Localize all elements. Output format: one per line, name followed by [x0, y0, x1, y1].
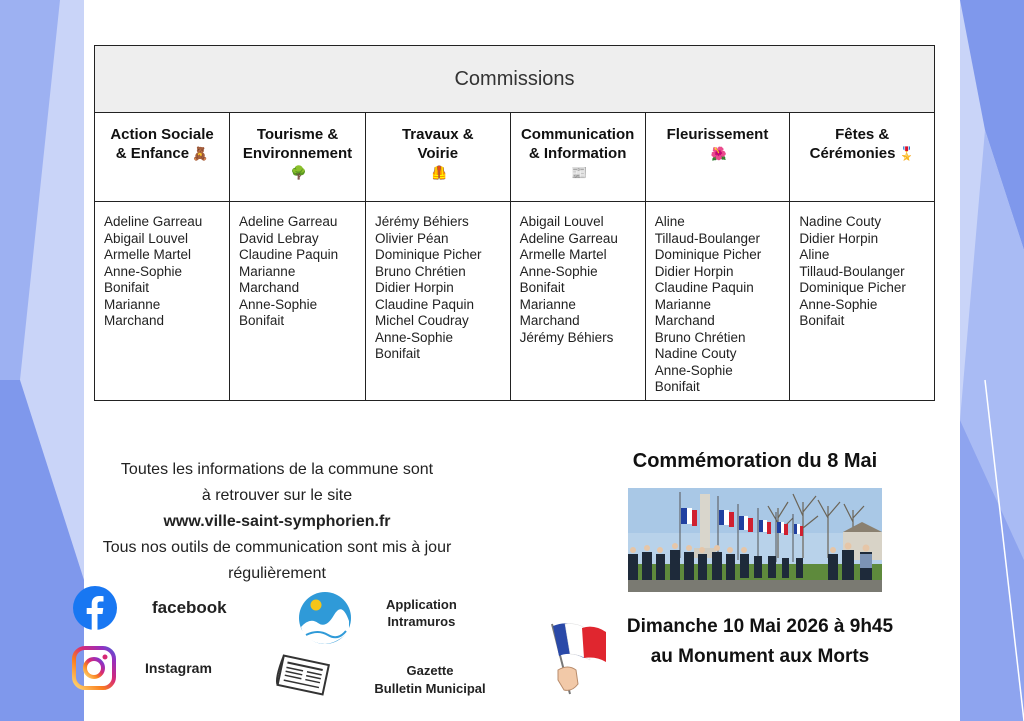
member-name: Bonifait	[799, 313, 845, 328]
member-name: Didier Horpin	[654, 263, 734, 279]
member-name: David Lebray	[239, 230, 319, 246]
newspaper-icon[interactable]	[272, 654, 334, 698]
member-name: Marianne	[654, 296, 711, 312]
facebook-icon[interactable]	[73, 586, 117, 630]
member-name: Claudine Paquin	[654, 280, 754, 295]
website-link[interactable]: www.ville-saint-symphorien.fr	[163, 513, 391, 530]
member-name: Dominique Picher	[654, 247, 762, 262]
member-name: Abigail Louvel	[104, 230, 189, 246]
intramuros-app-icon[interactable]	[298, 591, 352, 645]
member-name: Tillaud-Boulanger	[799, 263, 905, 279]
column-header-action-sociale: Action Sociale & Enfance 🧸	[95, 113, 230, 202]
member-name: Aline	[654, 214, 685, 229]
column-header-fetes: Fêtes & Cérémonies 🎖️	[790, 113, 935, 202]
member-name: Nadine Couty	[799, 214, 882, 229]
member-name: Jérémy Béhiers	[519, 329, 614, 345]
member-name: Anne-Sophie	[239, 296, 318, 312]
member-name: Bruno Chrétien	[654, 329, 746, 345]
column-header-travaux: Travaux & Voirie 🦺	[365, 113, 510, 202]
member-name: Marchand	[239, 280, 300, 295]
info-line: régulièrement	[228, 565, 326, 582]
member-name: Anne-Sophie	[799, 296, 878, 312]
member-name: Marchand	[104, 313, 165, 328]
member-name: Marianne	[519, 296, 576, 312]
event-title: Commémoration du 8 Mai	[632, 450, 878, 472]
column-header-fleurissement: Fleurissement 🌺	[645, 113, 790, 202]
safety-vest-icon: 🦺	[431, 165, 448, 180]
member-name: Bonifait	[104, 280, 150, 295]
member-name: Marianne	[239, 263, 296, 279]
column-header-tourisme: Tourisme & Environnement 🌳	[230, 113, 366, 202]
member-name: Olivier Péan	[374, 230, 449, 246]
member-name: Adeline Garreau	[239, 214, 338, 229]
member-name: Claudine Paquin	[374, 296, 475, 312]
member-name: Didier Horpin	[374, 280, 454, 295]
member-name: Anne-Sophie	[104, 263, 183, 279]
member-name: Michel Coudray	[374, 313, 469, 328]
member-name: Armelle Martel	[519, 247, 607, 262]
member-name: Bonifait	[239, 313, 285, 328]
member-name: Tillaud-Boulanger	[654, 230, 760, 246]
info-line: Toutes les informations de la commune sont	[120, 461, 434, 478]
gazette-label[interactable]: Gazette Bulletin Municipal	[374, 663, 486, 696]
member-name: Adeline Garreau	[104, 214, 203, 229]
member-name: Anne-Sophie	[519, 263, 598, 279]
member-name: Aline	[799, 247, 830, 262]
member-name: Armelle Martel	[104, 247, 192, 262]
members-cell	[365, 202, 510, 401]
medal-icon: 🎖️	[898, 146, 915, 161]
event-place-line: au Monument aux Morts	[650, 646, 870, 667]
member-name: Anne-Sophie	[654, 362, 733, 378]
event-date	[590, 612, 930, 672]
facebook-label[interactable]: facebook	[152, 598, 227, 617]
member-name: Dominique Picher	[374, 247, 482, 262]
member-name: Didier Horpin	[799, 230, 879, 246]
instagram-icon[interactable]	[72, 646, 116, 690]
member-name: Bonifait	[519, 280, 565, 295]
member-name: Bonifait	[654, 379, 700, 394]
member-name: Marchand	[519, 313, 580, 328]
table-title: Commissions	[95, 46, 935, 113]
member-name: Jérémy Béhiers	[374, 214, 469, 229]
members-cell	[790, 202, 935, 401]
members-cell	[510, 202, 645, 401]
member-name: Claudine Paquin	[239, 247, 339, 262]
member-name: Nadine Couty	[654, 346, 737, 361]
intramuros-label[interactable]: Application Intramuros	[386, 597, 457, 629]
member-name: Adeline Garreau	[519, 230, 618, 246]
ceremony-photo	[628, 488, 882, 592]
event-date-line: Dimanche 10 Mai 2026 à 9h45	[626, 616, 894, 637]
member-name: Anne-Sophie	[374, 329, 454, 345]
teddy-bear-icon: 🧸	[192, 146, 209, 161]
commissions-table	[94, 45, 935, 401]
flower-icon: 🌺	[710, 146, 728, 161]
members-cell	[95, 202, 230, 401]
column-header-communication: Communication & Information 📰	[510, 113, 645, 202]
info-block	[66, 457, 488, 587]
newspaper-icon: 📰	[571, 165, 588, 180]
info-line: Tous nos outils de communication sont mis à jour	[102, 539, 452, 556]
member-name: Bonifait	[374, 346, 421, 361]
member-name: Marchand	[654, 313, 715, 328]
member-name: Dominique Picher	[799, 280, 906, 295]
member-name: Bruno Chrétien	[374, 263, 466, 279]
info-line: à retrouver sur le site	[201, 487, 353, 504]
tree-icon: 🌳	[290, 165, 308, 180]
members-cell	[230, 202, 366, 401]
member-name: Marianne	[104, 296, 161, 312]
instagram-label[interactable]: Instagram	[145, 660, 212, 676]
members-cell	[645, 202, 790, 401]
member-name: Abigail Louvel	[519, 214, 604, 229]
